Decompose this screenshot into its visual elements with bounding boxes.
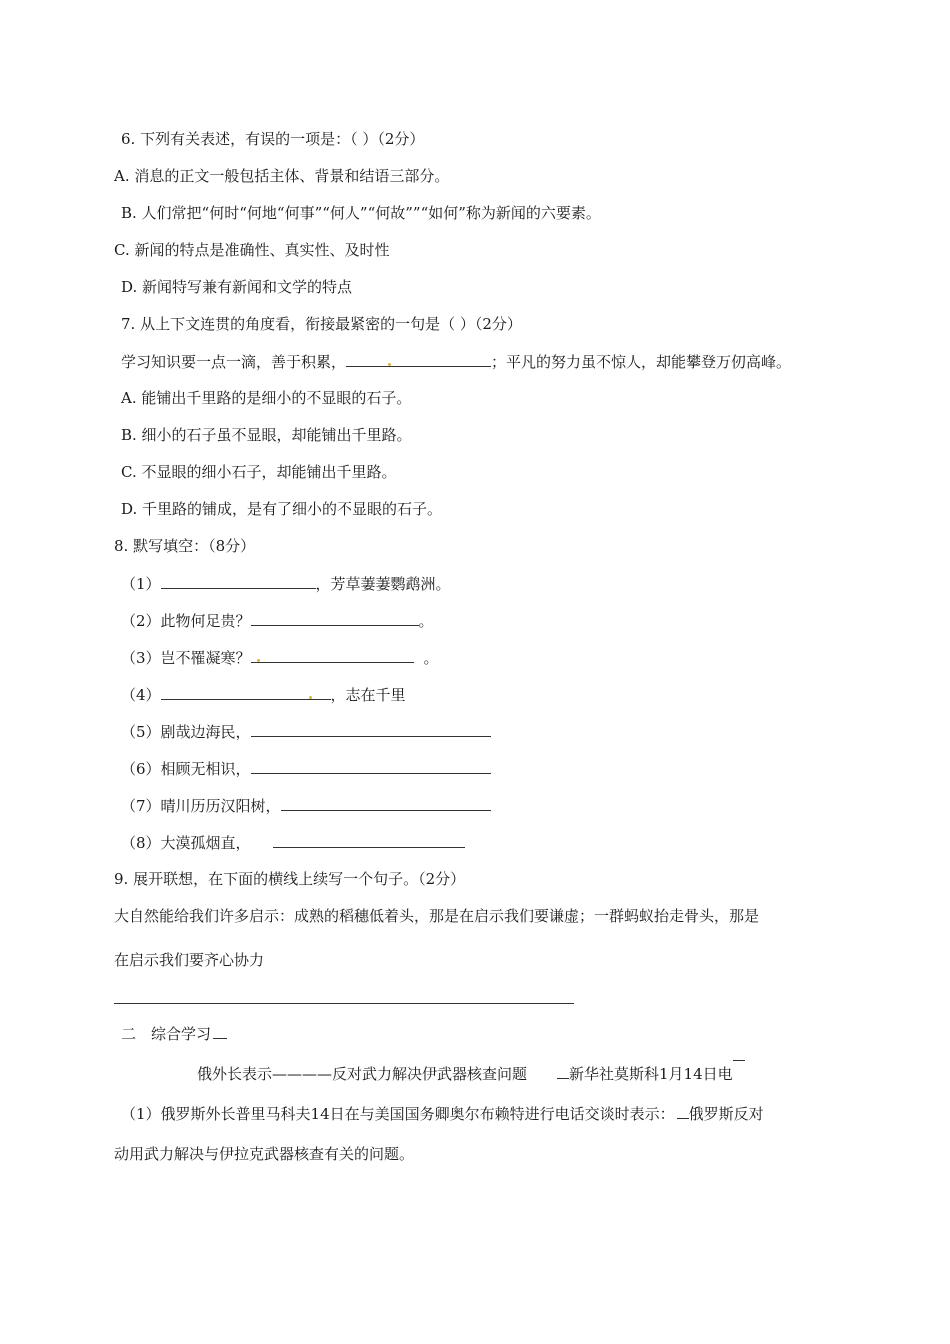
q8-item-7 xyxy=(121,795,491,816)
q8-item-1 xyxy=(121,573,451,594)
q8-item-7-blank[interactable] xyxy=(281,795,491,811)
q8-item-3-text: （3）岂不罹凝寒？ xyxy=(121,649,251,667)
q6-option-d: D. 新闻特写兼有新闻和文学的特点 xyxy=(121,278,353,296)
q8-item-2 xyxy=(121,610,434,631)
mark-dot xyxy=(388,363,391,366)
q7-passage-after: ；平凡的努力虽不惊人，却能攀登万仞高峰。 xyxy=(491,353,792,371)
q8-item-2-end: 。 xyxy=(418,612,434,630)
q6-option-a: A. 消息的正文一般包括主体、背景和结语三部分。 xyxy=(114,167,450,185)
news-paragraph-1-line-1: （1）俄罗斯外长普里马科夫14日在与美国国务卿奥尔布赖特进行电话交谈时表示： 俄罗斯反对 xyxy=(121,1105,764,1123)
q7-option-a: A. 能铺出千里路的是细小的不显眼的石子。 xyxy=(121,389,412,407)
q8-item-2-text: （2）此物何足贵？ xyxy=(121,612,251,630)
q8-item-4-num: （4） xyxy=(121,686,161,704)
news-dateline: 新华社莫斯科1月14日电 xyxy=(569,1065,733,1083)
q8-item-4-text: ，志在千里 xyxy=(330,686,406,704)
q7-answer-blank[interactable] xyxy=(346,351,491,367)
q8-item-3-blank[interactable] xyxy=(251,647,414,663)
q8-item-6 xyxy=(121,758,491,779)
q8-item-5-text: （5）剧哉边海民， xyxy=(121,723,251,741)
q8-item-5-blank[interactable] xyxy=(251,721,491,737)
section-2-heading: 二 综合学习 xyxy=(121,1023,227,1044)
q7-passage-before: 学习知识要一点一滴，善于积累， xyxy=(121,353,347,371)
news-paragraph-1-line-2: 动用武力解决与伊拉克武器核查有关的问题。 xyxy=(114,1145,415,1163)
mark-dot xyxy=(257,659,260,662)
q9-prompt-line-1: 大自然能给我们许多启示：成熟的稻穗低着头，那是在启示我们要谦虚；一群蚂蚁抬走骨头，那是 xyxy=(114,907,760,925)
q8-item-2-blank[interactable] xyxy=(251,610,419,626)
q8-item-3-end: 。 xyxy=(423,649,439,667)
q8-item-5 xyxy=(121,721,491,742)
q9-stem: 9. 展开联想，在下面的横线上续写一个句子。（2分） xyxy=(114,870,466,888)
news-headline xyxy=(197,1060,745,1084)
q8-item-6-blank[interactable] xyxy=(251,758,491,774)
q9-answer-line[interactable] xyxy=(114,1003,574,1004)
q7-passage xyxy=(121,351,791,372)
q8-item-4 xyxy=(121,684,406,705)
q8-stem: 8. 默写填空：（8分） xyxy=(114,537,256,555)
q6-option-c: C. 新闻的特点是准确性、真实性、及时性 xyxy=(114,241,390,259)
q7-option-c: C. 不显眼的细小石子，却能铺出千里路。 xyxy=(121,463,397,481)
q8-item-1-text: ，芳草萋萋鹦鹉洲。 xyxy=(315,575,451,593)
q7-option-b: B. 细小的石子虽不显眼，却能铺出千里路。 xyxy=(121,426,412,444)
q8-item-8-text: （8）大漠孤烟直， xyxy=(121,834,251,852)
q7-option-d: D. 千里路的铺成，是有了细小的不显眼的石子。 xyxy=(121,500,443,518)
q8-item-7-text: （7）晴川历历汉阳树， xyxy=(121,797,281,815)
q8-item-8-blank[interactable] xyxy=(273,832,465,848)
q6-option-b: B. 人们常把“何时“何地“何事”“何人”“何故””“如何”称为新闻的六要素。 xyxy=(121,204,601,222)
q6-stem: 6. 下列有关表述，有误的一项是：（ ）（2分） xyxy=(121,130,425,148)
q8-item-1-num: （1） xyxy=(121,575,161,593)
news-title: 俄外长表示————反对武力解决伊武器核查问题 xyxy=(197,1065,528,1083)
q8-item-4-blank[interactable] xyxy=(161,684,331,700)
mark-dot xyxy=(309,696,312,699)
q8-item-1-blank[interactable] xyxy=(161,573,316,589)
q9-prompt-line-2: 在启示我们要齐心协力 xyxy=(114,951,265,969)
q8-item-8 xyxy=(121,832,465,853)
q7-stem: 7. 从上下文连贯的角度看，衔接最紧密的一句是（ ）（2分） xyxy=(121,315,522,333)
q8-item-3 xyxy=(121,647,439,668)
q8-item-6-text: （6）相顾无相识， xyxy=(121,760,251,778)
